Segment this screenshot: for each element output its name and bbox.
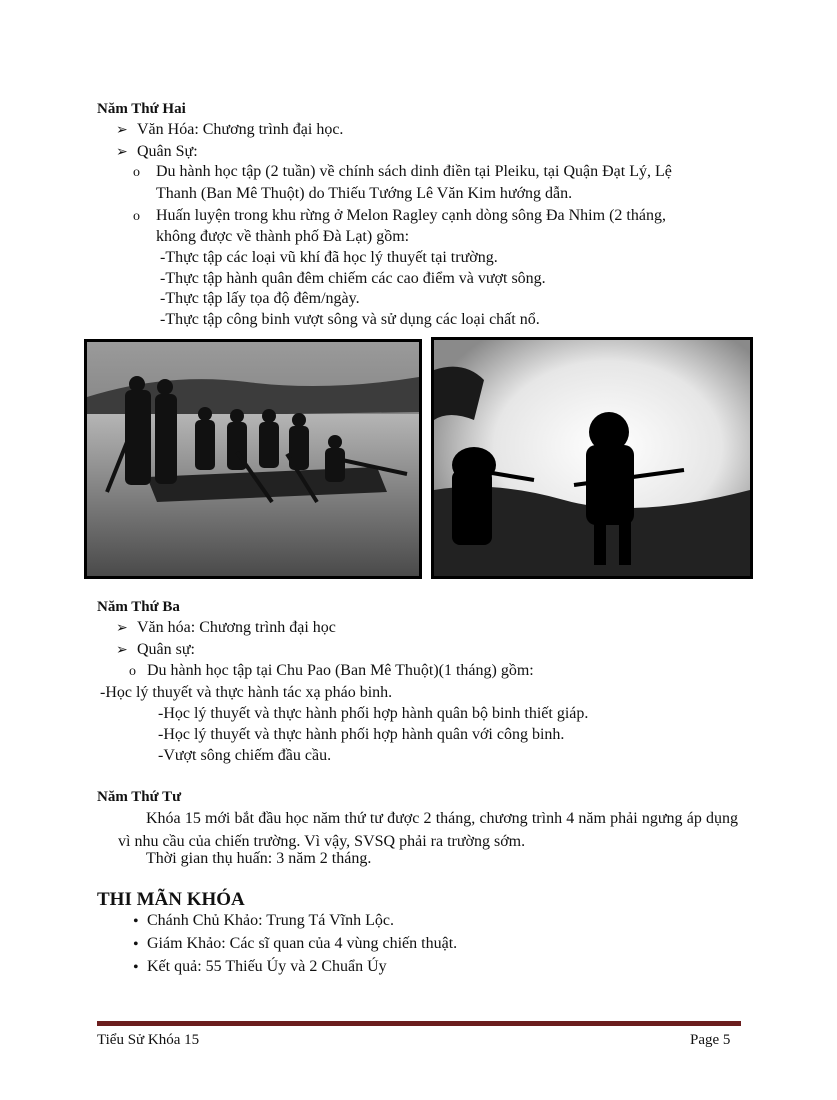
- year3-military: Quân sự:: [137, 641, 195, 658]
- circle-bullet-icon: o: [133, 165, 140, 180]
- year2-sub-item: -Thực tập lấy tọa độ đêm/ngày.: [160, 290, 360, 307]
- exam-item: Chánh Chủ Khảo: Trung Tá Vĩnh Lộc.: [147, 912, 394, 929]
- footer-title: Tiểu Sử Khóa 15: [97, 1032, 200, 1048]
- dot-bullet-icon: •: [133, 959, 139, 976]
- exam-heading: THI MÃN KHÓA: [97, 889, 245, 910]
- year4-duration: Thời gian thụ huấn: 3 năm 2 tháng.: [146, 850, 372, 867]
- year2-sub-item: -Thực tập công binh vượt sông và sử dụng các loại chất nổ.: [160, 311, 540, 328]
- year4-heading: Năm Thứ Tư: [97, 789, 182, 805]
- exam-item: Giám Khảo: Các sĩ quan của 4 vùng chiến thuật.: [147, 935, 458, 952]
- year2-sub-item: -Thực tập hành quân đêm chiếm các cao điểm và vượt sông.: [160, 270, 546, 287]
- page-number: Page 5: [690, 1032, 731, 1048]
- circle-bullet-icon: o: [133, 209, 140, 224]
- exam-item: Kết quả: 55 Thiếu Úy và 2 Chuẩn Úy: [147, 958, 387, 975]
- arrow-bullet-icon: ➢: [116, 621, 128, 636]
- footer-rule: [97, 1021, 741, 1026]
- year2-item1-line2: Thanh (Ban Mê Thuột) do Thiếu Tướng Lê Văn Kim hướng dẫn.: [156, 185, 573, 202]
- arrow-bullet-icon: ➢: [116, 643, 128, 658]
- year3-item1: Du hành học tập tại Chu Pao (Ban Mê Thuột)(1 tháng) gồm:: [147, 662, 534, 679]
- year2-culture: Văn Hóa: Chương trình đại học.: [137, 121, 344, 138]
- year2-item1-line1: Du hành học tập (2 tuần) về chính sách dinh điền tại Pleiku, tại Quận Đạt Lý, Lệ: [156, 163, 672, 180]
- river-crossing-photo: [84, 339, 422, 579]
- dot-bullet-icon: •: [133, 913, 139, 930]
- year3-first-sub: -Học lý thuyết và thực hành tác xạ pháo binh.: [100, 684, 393, 701]
- dot-bullet-icon: •: [133, 936, 139, 953]
- year4-paragraph: Khóa 15 mới bắt đầu học năm thứ tư được 2 tháng, chương trình 4 năm phải ngưng áp dụng vì nhu cầu của chiến trường. Vì vậy, SVSQ phải ra trường sớm.: [118, 810, 738, 850]
- year3-sub-item: -Vượt sông chiếm đầu cầu.: [158, 747, 332, 764]
- arrow-bullet-icon: ➢: [116, 123, 128, 138]
- year2-sub-item: -Thực tập các loại vũ khí đã học lý thuyết tại trường.: [160, 249, 498, 266]
- year3-heading: Năm Thứ Ba: [97, 599, 180, 615]
- year2-item2-line1: Huấn luyện trong khu rừng ở Melon Ragley cạnh dòng sông Đa Nhim (2 tháng,: [156, 207, 666, 224]
- arrow-bullet-icon: ➢: [116, 145, 128, 160]
- year3-culture: Văn hóa: Chương trình đại học: [137, 619, 336, 636]
- year2-item2-line2: không được về thành phố Đà Lạt) gồm:: [156, 228, 410, 245]
- year3-sub-item: -Học lý thuyết và thực hành phối hợp hành quân với công binh.: [158, 726, 565, 743]
- circle-bullet-icon: o: [129, 664, 136, 679]
- year3-sub-item: -Học lý thuyết và thực hành phối hợp hành quân bộ binh thiết giáp.: [158, 705, 589, 722]
- year2-military: Quân Sự:: [137, 143, 198, 160]
- field-training-photo: [431, 337, 753, 579]
- year2-heading: Năm Thứ Hai: [97, 101, 186, 117]
